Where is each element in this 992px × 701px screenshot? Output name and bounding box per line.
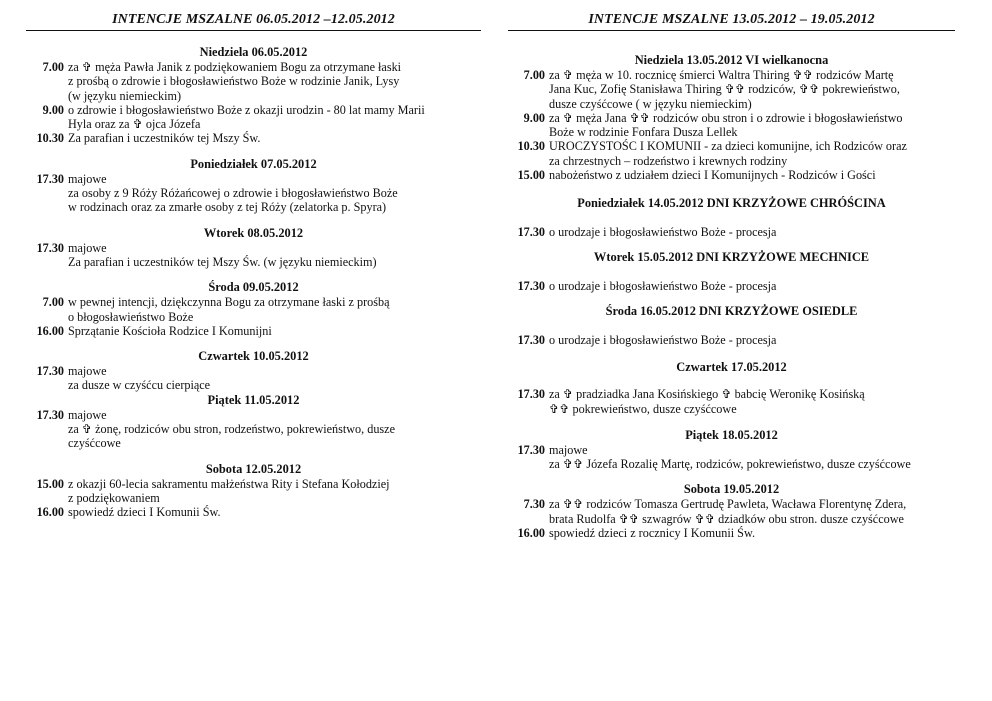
mass-intention: za ✞ męża w 10. rocznicę śmierci Waltra Thiring ✞✞ rodziców Martę Jana Kuc, Zofię Stanisława Thiring ✞✞ rodziców, ✞✞ pokrewieństwo, dusze czyśćcowe ( w języku niemieckim) <box>549 68 900 111</box>
mass-time: 7.30 <box>523 497 545 512</box>
mass-intention: z okazji 60-lecia sakramentu małżeństwa Rity i Stefana Kołodziej z podziękowaniem <box>68 476 390 505</box>
mass-entry <box>26 241 481 270</box>
mass-entry <box>508 279 955 293</box>
mass-intention: o urodzaje i błogosławieństwo Boże - procesja <box>549 332 777 347</box>
mass-entry <box>26 477 481 506</box>
mass-entry <box>508 526 955 540</box>
mass-entry <box>508 443 955 472</box>
mass-intention: za ✞✞ rodziców Tomasza Gertrudę Pawleta, Wacława Florentynę Zdera, brata Rudolfa ✞✞ szwagrów ✞✞ dziadków obu stron. dusze czyśćcowe <box>549 497 907 526</box>
mass-time: 16.00 <box>517 526 545 541</box>
mass-entry <box>508 139 955 168</box>
mass-intention: majowe za ✞ żonę, rodziców obu stron, rodzeństwo, pokrewieństwo, dusze czyśćcowe <box>68 407 395 451</box>
mass-time: 7.00 <box>523 68 545 82</box>
mass-entry <box>26 131 481 145</box>
mass-intention: UROCZYSTOŚC I KOMUNII - za dzieci komunijne, ich Rodziców oraz za chrzestnych – rodzeństwo i krewnych rodziny <box>549 139 907 168</box>
mass-entry <box>508 225 955 239</box>
column-title: INTENCJE MSZALNE 13.05.2012 – 19.05.2012 <box>508 12 955 31</box>
mass-intention: majowe Za parafian i uczestników tej Mszy Św. (w języku niemieckim) <box>68 240 377 269</box>
mass-intention: majowe za dusze w czyśćcu cierpiące <box>68 364 211 393</box>
day-header: Sobota 19.05.2012 <box>683 482 780 497</box>
mass-entry <box>26 60 481 103</box>
mass-entry <box>26 103 481 132</box>
day-header: Wtorek 08.05.2012 <box>203 225 304 240</box>
mass-time: 10.30 <box>517 139 545 154</box>
mass-intention: Za parafian i uczestników tej Mszy Św. <box>68 131 261 146</box>
mass-time: 9.00 <box>523 110 545 125</box>
mass-time: 16.00 <box>36 505 64 520</box>
day-header: Środa 16.05.2012 DNI KRZYŻOWE OSIEDLE <box>605 303 858 318</box>
mass-entry <box>26 408 481 451</box>
mass-intention: o urodzaje i błogosławieństwo Boże - procesja <box>549 225 777 240</box>
mass-entry <box>26 295 481 324</box>
right-week-column <box>508 12 955 540</box>
day-header: Czwartek 10.05.2012 <box>198 349 309 364</box>
mass-time: 17.30 <box>36 407 64 422</box>
mass-intention: o urodzaje i błogosławieństwo Boże - procesja <box>549 278 777 293</box>
mass-entry <box>508 168 955 182</box>
mass-intention: majowe za osoby z 9 Róży Różańcowej o zdrowie i błogosławieństwo Boże w rodzinach oraz za zmarłe osoby z tej Róży (zelatorka p. Spyra) <box>68 171 398 215</box>
day-header: Wtorek 15.05.2012 DNI KRZYŻOWE MECHNICE <box>593 249 870 264</box>
mass-intention: za ✞ męża Pawła Janik z podziękowaniem Bogu za otrzymane łaski z prośbą o zdrowie i błogosławieństwo Boże w rodzinie Janik, Lysy (w języku niemieckim) <box>68 60 402 103</box>
mass-time: 17.30 <box>517 332 545 347</box>
mass-intention: spowiedź dzieci z rocznicy I Komunii Św. <box>549 526 755 541</box>
mass-intention: za ✞ pradziadka Jana Kosińskiego ✞ babcię Weronikę Kosińską ✞✞ pokrewieństwo, dusze czyśćcowe <box>549 387 865 416</box>
mass-entry <box>508 333 955 347</box>
mass-time: 17.30 <box>517 278 545 293</box>
mass-entry <box>26 172 481 215</box>
mass-time: 17.30 <box>36 240 64 255</box>
mass-intention: nabożeństwo z udziałem dzieci I Komunijnych - Rodziców i Gości <box>549 168 876 183</box>
mass-intention: majowe za ✞✞ Józefa Rozalię Martę, rodziców, pokrewieństwo, dusze czyśćcowe <box>549 442 911 472</box>
mass-time: 17.30 <box>36 171 64 186</box>
mass-time: 15.00 <box>36 476 64 491</box>
day-header: Sobota 12.05.2012 <box>205 461 302 476</box>
mass-intention: Sprzątanie Kościoła Rodzice I Komunijni <box>68 323 272 338</box>
day-header: Niedziela 06.05.2012 <box>199 45 308 59</box>
column-title: INTENCJE MSZALNE 06.05.2012 –12.05.2012 <box>26 12 481 31</box>
mass-time: 9.00 <box>42 102 64 117</box>
mass-time: 7.00 <box>42 60 64 74</box>
mass-time: 16.00 <box>36 323 64 338</box>
mass-entry <box>508 387 955 416</box>
mass-time: 17.30 <box>517 387 545 402</box>
mass-intention: spowiedź dzieci I Komunii Św. <box>68 505 221 520</box>
mass-time: 10.30 <box>36 131 64 146</box>
mass-entry <box>508 68 955 111</box>
day-header: Piątek 11.05.2012 <box>207 392 300 407</box>
day-header: Poniedziałek 07.05.2012 <box>190 156 317 171</box>
day-header: Piątek 18.05.2012 <box>685 427 778 442</box>
mass-time: 7.00 <box>42 295 64 310</box>
mass-entry <box>508 111 955 140</box>
mass-intention: za ✞ męża Jana ✞✞ rodziców obu stron i o zdrowie i błogosławieństwo Boże w rodzinie Fonfara Dusza Lellek <box>549 110 903 140</box>
day-header: Niedziela 13.05.2012 VI wielkanocna <box>634 53 829 67</box>
left-week-column <box>26 12 481 520</box>
mass-entry <box>26 324 481 338</box>
mass-time: 17.30 <box>36 364 64 379</box>
mass-entry <box>508 497 955 526</box>
mass-time: 15.00 <box>517 168 545 183</box>
mass-intention: w pewnej intencji, dziękczynna Bogu za otrzymane łaski z prośbą o błogosławieństwo Boże <box>68 295 390 324</box>
day-header: Poniedziałek 14.05.2012 DNI KRZYŻOWE CHRÓŚCINA <box>577 196 886 211</box>
mass-intention: o zdrowie i błogosławieństwo Boże z okazji urodzin - 80 lat mamy Marii Hyla oraz za ✞ ojca Józefa <box>68 102 425 132</box>
mass-time: 17.30 <box>517 225 545 240</box>
day-header: Środa 09.05.2012 <box>208 280 299 295</box>
mass-time: 17.30 <box>517 442 545 457</box>
mass-entry <box>26 505 481 519</box>
day-header: Czwartek 17.05.2012 <box>676 360 787 375</box>
mass-entry <box>26 364 481 393</box>
